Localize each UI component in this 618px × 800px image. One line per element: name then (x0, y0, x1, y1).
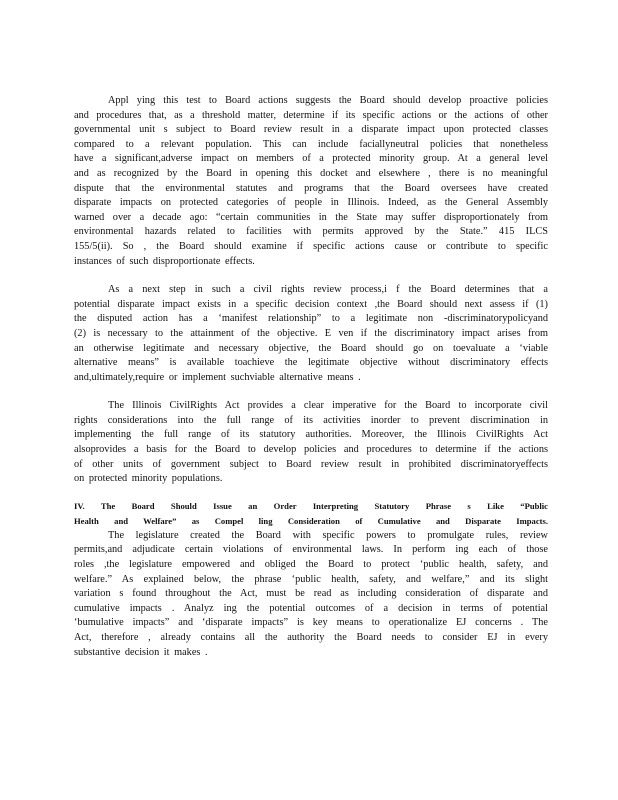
text-line: environmental hazards related to facilities with permits approved by the State.” 415 ILCS (74, 226, 548, 238)
text-line: Act, therefore , already contains all the authority the Board needs to consider EJ in every (74, 632, 548, 643)
text-line: dispute that the environmental statutes and programs that the Board oversees have created (74, 182, 548, 194)
text-line: of other units of government subject to Board review result in prohibited discriminatoryeffects (74, 458, 548, 470)
text-line: Appl ying this test to Board actions suggests the Board should develop proactive policies (108, 95, 548, 106)
text-line: and,ultimately,require or implement suchviable alternative means . (74, 371, 361, 383)
heading-line: IV. The Board Should Issue an Order Interpreting Statutory Phrase s Like “Public (74, 500, 548, 511)
paragraph-4 (74, 529, 548, 660)
text-line: compared to a relevant population. This can include faciallyneutral policies that nonetheless (74, 138, 548, 150)
text-line: potential disparate impact exists in a specific decision context ,the Board should next assess if (1) (74, 298, 548, 310)
heading-line: Health and Welfare” as Compel ling Consideration of Cumulative and Disparate Impacts. (74, 515, 548, 526)
text-line: 155/5(ii). So , the Board should examine if specific actions cause or contribute to specific (74, 240, 548, 252)
text-line: rights considerations into the full range of its activities inorder to prevent discrimination in (74, 414, 548, 426)
text-line: warned over a decade ago: “certain communities in the State may suffer disproportionately from (74, 211, 548, 223)
paragraph-2 (74, 283, 548, 385)
text-line: substantive decision it makes . (74, 646, 208, 658)
text-line: on protected minority populations. (74, 473, 223, 485)
text-line: and as recognized by the Board in opening this docket and elsewhere , there is no meaningful (74, 167, 548, 179)
text-line: The legislature created the Board with specific powers to promulgate rules, review (108, 529, 548, 541)
text-line: roles ,the legislature empowered and obliged the Board to protect ‘public health, safety, and (74, 559, 548, 571)
text-line: cumulative impacts . Analyz ing the potential outcomes of a decision in terms of potential (74, 602, 548, 614)
text-line: the disputed action has a ‘manifest relationship” to a legitimate non -discriminatorypolicyand (74, 313, 548, 325)
paragraph-3 (74, 399, 548, 487)
section-heading (74, 499, 548, 529)
text-line: welfare.” As explained below, the phrase ‘public health, safety, and welfare,” and its slight (74, 573, 548, 585)
text-line: The Illinois CivilRights Act provides a clear imperative for the Board to incorporate civil (108, 400, 548, 412)
text-line: ‘bumulative impacts” and ‘disparate impacts” is key means to operationalize EJ concerns . The (74, 617, 548, 629)
text-line: implementing the full range of its statutory authorities. Moreover, the Illinois CivilRights Act (74, 429, 548, 441)
text-line: governmental unit s subject to Board review result in a disparate impact upon protected classes (74, 124, 548, 136)
paragraph-1 (74, 94, 548, 269)
text-line: alsoprovides a basis for the Board to develop policies and procedures to determine if the actions (74, 444, 548, 456)
text-line: disparate impacts on protected categories of people in Illinois. Indeed, as the General Assembly (74, 197, 548, 209)
text-line: have a significant,adverse impact on members of a protected minority group. At a general level (74, 153, 548, 165)
text-line: (2) is necessary to the attainment of the objective. E ven if the discriminatory impact arises from (74, 327, 548, 339)
text-line: instances of such disproportionate effects. (74, 255, 255, 267)
text-line: As a next step in such a civil rights review process,i f the Board determines that a (108, 284, 548, 296)
text-line: alternative means” is available toachieve the legitimate objective without discriminatory effects (74, 357, 548, 369)
text-line: variation s found throughout the Act, must be read as including consideration of disparate and (74, 588, 548, 600)
text-line: an otherwise legitimate and necessary objective, the Board should go on toevaluate a ‘viable (74, 342, 548, 354)
text-line: permits,and adjudicate certain violations of environmental laws. In perform ing each of those (74, 544, 548, 556)
text-line: and procedures that, as a threshold matter, determine if its specific actions or the actions of other (74, 109, 548, 121)
